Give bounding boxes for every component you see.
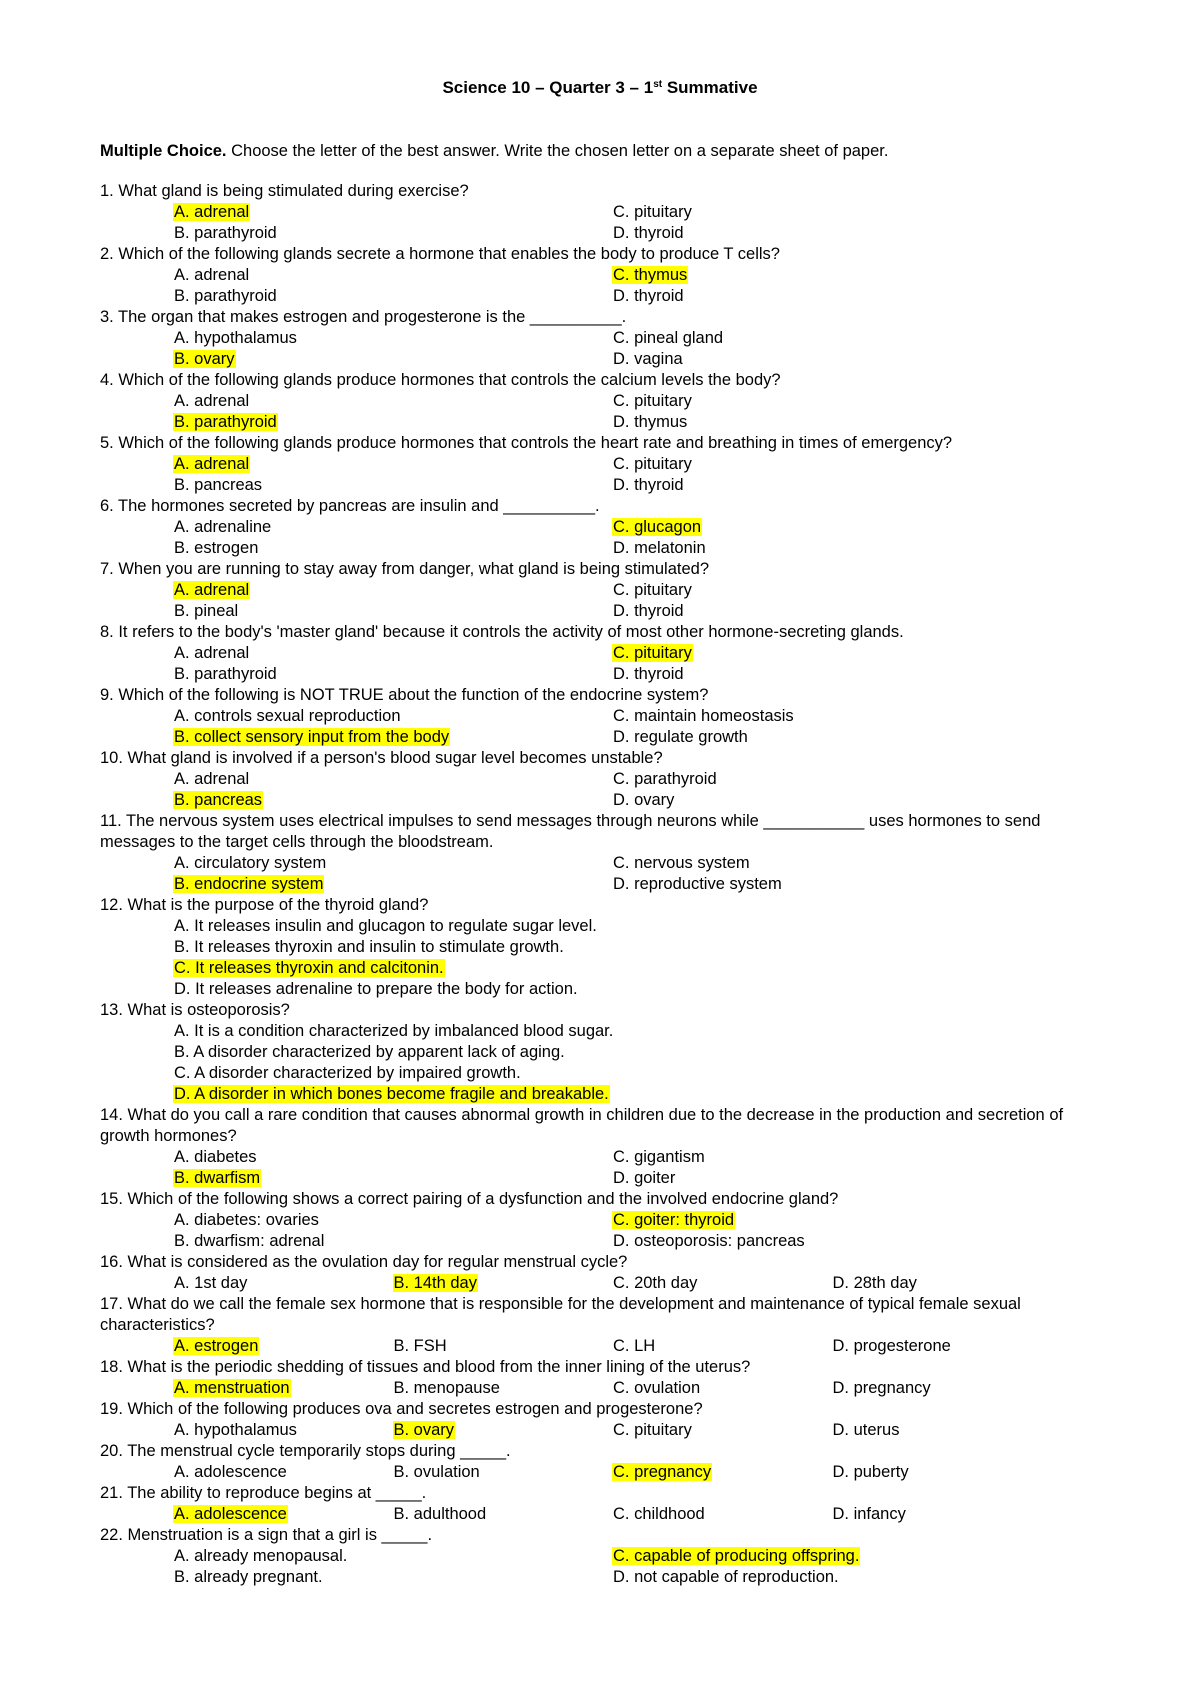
answer-options [100,517,1110,559]
answer-option [612,727,1051,748]
answer-option [612,223,1051,244]
answer-option-text: B. parathyroid [174,665,277,683]
answer-option [393,1462,613,1483]
answer-option [173,286,612,307]
answer-option [612,1147,1051,1168]
answer-options [100,853,1110,895]
answer-option [612,874,1051,895]
question-item [100,622,1110,685]
question-stem: 1. What gland is being stimulated during exercise? [100,182,469,200]
answer-option-text: A. adrenal [174,392,250,410]
answer-option [612,853,1051,874]
answer-option [173,706,612,727]
answer-option [612,202,1051,223]
question-item [100,496,1110,559]
answer-options [100,1462,1110,1483]
answer-option-highlighted [173,1084,1051,1105]
answer-option [612,706,1051,727]
answer-option-highlighted [173,454,612,475]
answer-option [173,1420,393,1441]
answer-option [832,1378,1052,1399]
answer-options [100,1021,1110,1105]
answer-option [612,538,1051,559]
answer-options [100,769,1110,811]
answer-option-text: D. thyroid [613,287,684,305]
answer-option-text: A. 1st day [174,1274,248,1292]
question-stem: 6. The hormones secreted by pancreas are insulin and __________. [100,497,600,515]
answer-option-highlighted [612,643,1051,664]
answer-option [173,223,612,244]
answer-option-text: D. osteoporosis: pancreas [613,1232,805,1250]
answer-option [393,1336,613,1357]
answer-option [173,1042,1051,1063]
answer-option-text: C. parathyroid [613,770,717,788]
question-item [100,244,1110,307]
answer-option-text: B. FSH [393,1337,447,1355]
question-stem: 14. What do you call a rare condition that causes abnormal growth in children due to the decrease in the production and secretion of growth hormones? [100,1106,1064,1145]
answer-options [100,1273,1110,1294]
answer-option [393,1378,613,1399]
answer-option [612,601,1051,622]
answer-option [173,769,612,790]
question-stem: 8. It refers to the body's 'master gland' because it controls the activity of most other hormone-secreting glands. [100,623,904,641]
answer-option-text: C. pituitary [613,203,692,221]
answer-option [612,349,1051,370]
answer-option-highlighted [393,1273,613,1294]
answer-option-text: B. menopause [393,1379,500,1397]
answer-option [173,1021,1051,1042]
question-stem: 11. The nervous system uses electrical impulses to send messages through neurons while ___________ uses hormones to send messages to the target cells through the bloodstream. [100,812,1041,851]
answer-option-text: C. pregnancy [613,1463,712,1481]
answer-option [173,601,612,622]
answer-option-text: D. thymus [613,413,688,431]
question-stem: 15. Which of the following shows a correct pairing of a dysfunction and the involved endocrine gland? [100,1190,839,1208]
question-item [100,1357,1110,1399]
answer-option-text: A. hypothalamus [174,1421,297,1439]
answer-option-text: A. adrenal [174,455,250,473]
answer-option [173,1546,612,1567]
question-stem: 7. When you are running to stay away from danger, what gland is being stimulated? [100,560,710,578]
answer-options [100,916,1110,1000]
question-item [100,181,1110,244]
answer-option [612,1273,832,1294]
question-stem: 2. Which of the following glands secrete a hormone that enables the body to produce T cells? [100,245,780,263]
question-stem: 12. What is the purpose of the thyroid gland? [100,896,429,914]
answer-option-text: D. thyroid [613,224,684,242]
answer-option-text: C. pituitary [613,392,692,410]
answer-options [100,580,1110,622]
answer-option-text: D. 28th day [832,1274,917,1292]
answer-option [612,790,1051,811]
answer-options [100,265,1110,307]
question-item [100,748,1110,811]
answer-option [612,412,1051,433]
answer-option [612,475,1051,496]
answer-option [173,1567,612,1588]
answer-option-text: D. infancy [832,1505,906,1523]
question-item [100,895,1110,1000]
answer-option-text: C. goiter: thyroid [613,1211,735,1229]
answer-option-text: C. maintain homeostasis [613,707,794,725]
answer-option-text: B. parathyroid [174,413,277,431]
question-item [100,811,1110,895]
answer-option-text: A. adrenaline [174,518,272,536]
instructions-text: Choose the letter of the best answer. Write the chosen letter on a separate sheet of paper. [226,142,889,160]
answer-option [612,1336,832,1357]
answer-option-text: B. estrogen [174,539,259,557]
answer-option [832,1420,1052,1441]
answer-option [173,1210,612,1231]
answer-options [100,202,1110,244]
answer-option-text: A. diabetes: ovaries [174,1211,319,1229]
answer-option-text: D. uterus [832,1421,900,1439]
answer-options [100,1546,1110,1588]
answer-option [832,1504,1052,1525]
question-stem: 17. What do we call the female sex hormone that is responsible for the development and maintenance of typical female sexual characteristics? [100,1295,1021,1334]
answer-option-highlighted [173,1378,393,1399]
answer-options [100,391,1110,433]
answer-option-text: A. already menopausal. [174,1547,348,1565]
answer-option-highlighted [173,580,612,601]
answer-option [832,1462,1052,1483]
answer-option-text: D. A disorder in which bones become fragile and breakable. [174,1085,609,1103]
answer-option-text: A. adrenal [174,770,250,788]
answer-option-text: C. childhood [613,1505,705,1523]
answer-option-text: A. adrenal [174,266,250,284]
answer-option [173,664,612,685]
question-item [100,307,1110,370]
answer-option-text: D. pregnancy [832,1379,931,1397]
answer-option-text: D. not capable of reproduction. [613,1568,839,1586]
question-item [100,1399,1110,1441]
answer-option-highlighted [173,349,612,370]
answer-options [100,1420,1110,1441]
answer-option [832,1336,1052,1357]
answer-option-text: A. adrenal [174,644,250,662]
answer-option-text: B. dwarfism [174,1169,261,1187]
answer-option [173,475,612,496]
answer-option [173,1147,612,1168]
answer-option-highlighted [393,1420,613,1441]
answer-option [173,916,1051,937]
answer-option-text: A. It is a condition characterized by imbalanced blood sugar. [174,1022,614,1040]
answer-option-text: C. A disorder characterized by impaired growth. [174,1064,521,1082]
answer-option-text: B. parathyroid [174,287,277,305]
question-item [100,1105,1110,1189]
answer-option-text: B. pancreas [174,476,263,494]
question-stem: 13. What is osteoporosis? [100,1001,290,1019]
answer-option [173,979,1051,1000]
title-end: Summative [662,78,758,97]
answer-option-text: D. goiter [613,1169,676,1187]
question-item [100,559,1110,622]
answer-options [100,328,1110,370]
answer-option [612,286,1051,307]
answer-option [173,1231,612,1252]
answer-option-text: C. capable of producing offspring. [613,1547,860,1565]
answer-option-text: B. parathyroid [174,224,277,242]
question-stem: 9. Which of the following is NOT TRUE about the function of the endocrine system? [100,686,709,704]
question-stem: 21. The ability to reproduce begins at _____. [100,1484,427,1502]
answer-option [832,1273,1052,1294]
question-stem: 5. Which of the following glands produce hormones that controls the heart rate and breathing in times of emergency? [100,434,953,452]
answer-option-text: A. hypothalamus [174,329,297,347]
answer-option-text: B. collect sensory input from the body [174,728,450,746]
title-main: Science 10 – Quarter 3 – 1 [442,78,654,97]
answer-option-highlighted [612,265,1051,286]
question-stem: 4. Which of the following glands produce hormones that controls the calcium levels the body? [100,371,781,389]
answer-option-text: B. ovulation [393,1463,480,1481]
answer-option-text: D. It releases adrenaline to prepare the body for action. [174,980,578,998]
instructions [100,140,1100,162]
answer-option [173,1273,393,1294]
answer-option [393,1504,613,1525]
answer-option-text: D. puberty [832,1463,909,1481]
question-item [100,1189,1110,1252]
answer-option-text: C. pituitary [613,581,692,599]
answer-option-highlighted [173,412,612,433]
answer-options [100,706,1110,748]
answer-option-text: A. adolescence [174,1463,287,1481]
answer-option-text: B. adulthood [393,1505,487,1523]
question-item [100,1441,1110,1483]
answer-option [612,769,1051,790]
answer-option-text: A. adrenal [174,203,250,221]
question-item [100,433,1110,496]
answer-option-text: D. reproductive system [613,875,782,893]
answer-option-text: C. ovulation [613,1379,701,1397]
answer-option-text: B. pineal [174,602,239,620]
answer-option-text: C. pineal gland [613,329,724,347]
answer-options [100,1336,1110,1357]
answer-options [100,1504,1110,1525]
answer-option [173,937,1051,958]
answer-option-highlighted [173,1504,393,1525]
answer-option-text: D. ovary [613,791,675,809]
page-title [0,77,1200,99]
answer-option-text: D. thyroid [613,665,684,683]
question-stem: 20. The menstrual cycle temporarily stops during _____. [100,1442,511,1460]
answer-option-highlighted [612,1210,1051,1231]
question-stem: 10. What gland is involved if a person's blood sugar level becomes unstable? [100,749,663,767]
answer-option-text: C. 20th day [613,1274,698,1292]
answer-options [100,1147,1110,1189]
answer-option-highlighted [173,202,612,223]
answer-option [612,1567,1051,1588]
answer-options [100,643,1110,685]
answer-options [100,1378,1110,1399]
answer-option [173,1063,1051,1084]
answer-option [173,643,612,664]
answer-option [173,517,612,538]
answer-option-text: B. A disorder characterized by apparent lack of aging. [174,1043,565,1061]
answer-option-highlighted [173,790,612,811]
answer-option-text: B. endocrine system [174,875,324,893]
question-item [100,1252,1110,1294]
answer-option [612,1504,832,1525]
answer-option-highlighted [173,727,612,748]
question-stem: 18. What is the periodic shedding of tissues and blood from the inner lining of the uterus? [100,1358,751,1376]
answer-option-text: D. thyroid [613,476,684,494]
question-stem: 22. Menstruation is a sign that a girl is _____. [100,1526,433,1544]
answer-option-highlighted [612,1462,832,1483]
answer-option [612,1168,1051,1189]
answer-option-text: C. nervous system [613,854,750,872]
question-item [100,1525,1110,1588]
answer-option-text: A. It releases insulin and glucagon to regulate sugar level. [174,917,597,935]
answer-option-text: C. It releases thyroxin and calcitonin. [174,959,444,977]
answer-option-text: A. estrogen [174,1337,259,1355]
answer-option [612,664,1051,685]
answer-option-text: A. circulatory system [174,854,327,872]
answer-option-text: C. pituitary [613,644,692,662]
question-item [100,1294,1110,1357]
answer-option-text: C. glucagon [613,518,702,536]
answer-option-text: B. It releases thyroxin and insulin to stimulate growth. [174,938,564,956]
answer-option [612,1420,832,1441]
answer-option-text: D. progesterone [832,1337,951,1355]
answer-option-text: C. pituitary [613,455,692,473]
answer-options [100,1210,1110,1252]
answer-option-highlighted [612,1546,1051,1567]
answer-option [612,391,1051,412]
question-list [100,181,1110,1588]
answer-option-highlighted [612,517,1051,538]
answer-option-highlighted [173,958,1051,979]
instructions-label: Multiple Choice. [100,142,227,160]
answer-option [173,265,612,286]
answer-option-text: B. 14th day [393,1274,477,1292]
answer-option [173,1462,393,1483]
answer-option-text: C. gigantism [613,1148,705,1166]
answer-option-text: B. already pregnant. [174,1568,323,1586]
answer-option-text: D. regulate growth [613,728,748,746]
title-superscript: st [653,79,663,90]
answer-option-text: B. ovary [174,350,235,368]
answer-options [100,454,1110,496]
answer-option-text: A. menstruation [174,1379,290,1397]
answer-option-text: D. melatonin [613,539,706,557]
answer-option [173,538,612,559]
question-item [100,685,1110,748]
answer-option-text: C. LH [613,1337,656,1355]
answer-option-text: D. thyroid [613,602,684,620]
answer-option-text: A. controls sexual reproduction [174,707,401,725]
answer-option [612,580,1051,601]
answer-option [173,328,612,349]
question-stem: 19. Which of the following produces ova and secretes estrogen and progesterone? [100,1400,703,1418]
answer-option-highlighted [173,1336,393,1357]
answer-option-text: A. diabetes [174,1148,257,1166]
answer-option [612,454,1051,475]
question-item [100,1000,1110,1105]
answer-option-text: C. pituitary [613,1421,692,1439]
answer-option [173,391,612,412]
answer-option-text: B. pancreas [174,791,263,809]
answer-option-text: B. dwarfism: adrenal [174,1232,325,1250]
answer-option-text: D. vagina [613,350,683,368]
question-item [100,370,1110,433]
question-stem: 3. The organ that makes estrogen and progesterone is the __________. [100,308,627,326]
answer-option-highlighted [173,874,612,895]
answer-option-text: A. adrenal [174,581,250,599]
answer-option [612,328,1051,349]
answer-option-text: A. adolescence [174,1505,287,1523]
question-item [100,1483,1110,1525]
question-stem: 16. What is considered as the ovulation day for regular menstrual cycle? [100,1253,628,1271]
answer-option [173,853,612,874]
answer-option-text: B. ovary [393,1421,455,1439]
answer-option-highlighted [173,1168,612,1189]
answer-option [612,1231,1051,1252]
answer-option [612,1378,832,1399]
answer-option-text: C. thymus [613,266,688,284]
